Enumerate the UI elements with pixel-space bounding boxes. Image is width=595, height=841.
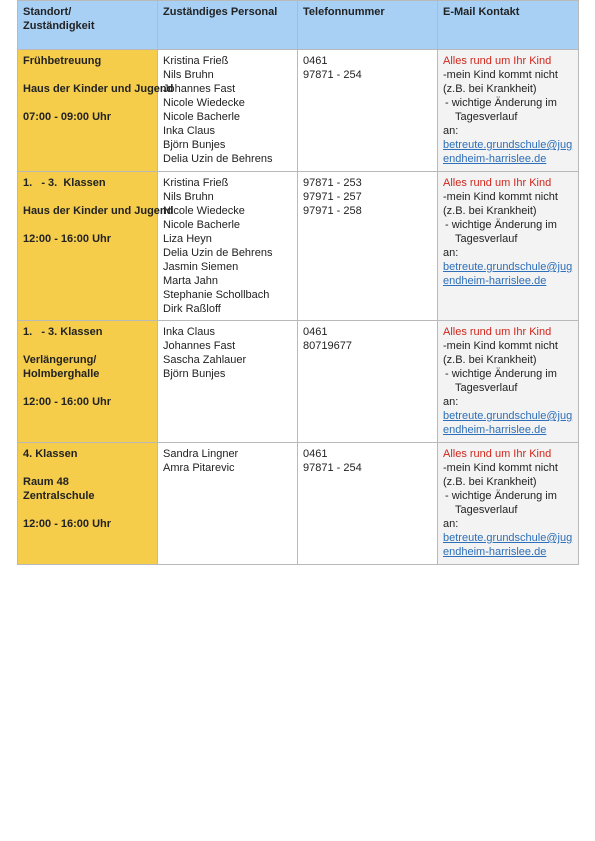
staff-name: Nicole Wiedecke xyxy=(163,205,245,217)
email-line: -mein Kind kommt nicht (z.B. bei Krankheit) xyxy=(443,191,558,217)
location-line-spacer xyxy=(23,68,152,82)
phone-number: 80719677 xyxy=(303,340,352,352)
staff-name: Björn Bunjes xyxy=(163,368,226,380)
email-link[interactable]: betreute.grundschule@jugendheim-harrislee.de xyxy=(443,410,573,436)
location-line-spacer xyxy=(23,503,152,517)
location-line: 07:00 - 09:00 Uhr xyxy=(23,111,112,123)
email-an: an: xyxy=(443,518,459,530)
phone-number: 0461 xyxy=(303,448,328,460)
staff-name: Amra Pitarevic xyxy=(163,462,235,474)
location-line: Verlängerung/ xyxy=(23,354,97,366)
phone-number: 97871 - 254 xyxy=(303,462,362,474)
email-topic: Alles rund um Ihr Kind xyxy=(443,55,552,67)
location-line: Haus der Kinder und Jugend xyxy=(23,83,174,95)
header-staff: Zuständiges Personal xyxy=(158,1,298,50)
staff-name: Nicole Bacherle xyxy=(163,219,241,231)
location-line-spacer xyxy=(23,218,152,232)
staff-name: Dirk Raßloff xyxy=(163,303,221,315)
email-topic: Alles rund um Ihr Kind xyxy=(443,177,552,189)
phone-number: 97971 - 257 xyxy=(303,191,362,203)
staff-name: Kristina Frieß xyxy=(163,177,229,189)
phone-number: 97971 - 258 xyxy=(303,205,362,217)
staff-name: Sandra Lingner xyxy=(163,448,239,460)
email-cell xyxy=(438,321,579,443)
email-cell xyxy=(438,443,579,565)
staff-name: Marta Jahn xyxy=(163,275,219,287)
staff-name: Stephanie Schollbach xyxy=(163,289,270,301)
location-line: Frühbetreuung xyxy=(23,55,102,67)
phone-number: 0461 xyxy=(303,55,328,67)
table-row xyxy=(18,50,579,172)
location-line: Raum 48 xyxy=(23,476,69,488)
email-link[interactable]: betreute.grundschule@jugendheim-harrislee.de xyxy=(443,532,573,558)
header-location-line: Standort/ xyxy=(23,6,72,18)
email-link[interactable]: betreute.grundschule@jugendheim-harrislee.de xyxy=(443,261,573,287)
staff-name: Björn Bunjes xyxy=(163,139,226,151)
staff-name: Kristina Frieß xyxy=(163,55,229,67)
staff-name: Nicole Wiedecke xyxy=(163,97,245,109)
location-line-spacer xyxy=(23,461,152,475)
email-bullet: - wichtige Änderung im Tagesverlauf xyxy=(445,219,557,245)
staff-name: Liza Heyn xyxy=(163,233,212,245)
header-email: E-Mail Kontakt xyxy=(438,1,579,50)
email-bullet: - wichtige Änderung im Tagesverlauf xyxy=(445,490,557,516)
staff-cell xyxy=(158,321,298,443)
phone-cell xyxy=(298,50,438,172)
table-row xyxy=(18,321,579,443)
location-cell xyxy=(18,443,158,565)
location-line: Holmberghalle xyxy=(23,368,100,380)
staff-name: Nils Bruhn xyxy=(163,69,214,81)
email-cell xyxy=(438,172,579,321)
email-line: -mein Kind kommt nicht (z.B. bei Krankheit) xyxy=(443,69,558,95)
staff-name: Sascha Zahlauer xyxy=(163,354,247,366)
staff-name: Johannes Fast xyxy=(163,83,236,95)
staff-name: Nils Bruhn xyxy=(163,191,214,203)
staff-name: Inka Claus xyxy=(163,326,215,338)
header-row xyxy=(18,1,579,50)
location-line: 1. - 3. Klassen xyxy=(23,326,103,338)
staff-name: Nicole Bacherle xyxy=(163,111,241,123)
location-line: Zentralschule xyxy=(23,490,95,502)
staff-cell xyxy=(158,172,298,321)
email-line: -mein Kind kommt nicht (z.B. bei Krankheit) xyxy=(443,340,558,366)
location-line-spacer xyxy=(23,339,152,353)
location-line: 4. Klassen xyxy=(23,448,78,460)
location-cell xyxy=(18,172,174,321)
table-row xyxy=(18,443,579,565)
location-line-spacer xyxy=(23,381,152,395)
location-line: Haus der Kinder und Jugend xyxy=(23,205,174,217)
phone-number: 97871 - 253 xyxy=(303,177,362,189)
location-cell xyxy=(18,321,158,443)
email-bullet: - wichtige Änderung im Tagesverlauf xyxy=(445,368,557,394)
location-line: 1. - 3. Klassen xyxy=(23,177,106,189)
phone-cell xyxy=(298,443,438,565)
email-topic: Alles rund um Ihr Kind xyxy=(443,448,552,460)
staff-name: Johannes Fast xyxy=(163,340,236,352)
header-location xyxy=(18,1,158,50)
email-bullet: - wichtige Änderung im Tagesverlauf xyxy=(445,97,557,123)
header-location-line: Zuständigkeit xyxy=(23,20,95,32)
email-topic: Alles rund um Ihr Kind xyxy=(443,326,552,338)
location-line-spacer xyxy=(23,96,152,110)
email-link[interactable]: betreute.grundschule@jugendheim-harrislee.de xyxy=(443,139,573,165)
location-line-spacer xyxy=(23,190,152,204)
staff-name: Jasmin Siemen xyxy=(163,261,239,273)
staff-name: Delia Uzin de Behrens xyxy=(163,247,273,259)
phone-cell xyxy=(298,172,438,321)
phone-number: 0461 xyxy=(303,326,328,338)
email-an: an: xyxy=(443,125,459,137)
phone-cell xyxy=(298,321,438,443)
phone-number: 97871 - 254 xyxy=(303,69,362,81)
location-cell xyxy=(18,50,174,172)
staff-name: Delia Uzin de Behrens xyxy=(163,153,273,165)
staff-cell xyxy=(158,50,298,172)
email-cell xyxy=(438,50,579,172)
email-line: -mein Kind kommt nicht (z.B. bei Krankheit) xyxy=(443,462,558,488)
staff-cell xyxy=(158,443,298,565)
location-line: 12:00 - 16:00 Uhr xyxy=(23,233,112,245)
staff-name: Inka Claus xyxy=(163,125,215,137)
header-phone: Telefonnummer xyxy=(298,1,438,50)
contact-table xyxy=(17,0,579,565)
email-an: an: xyxy=(443,396,459,408)
location-line: 12:00 - 16:00 Uhr xyxy=(23,396,112,408)
table-row xyxy=(18,172,579,321)
email-an: an: xyxy=(443,247,459,259)
location-line: 12:00 - 16:00 Uhr xyxy=(23,518,112,530)
